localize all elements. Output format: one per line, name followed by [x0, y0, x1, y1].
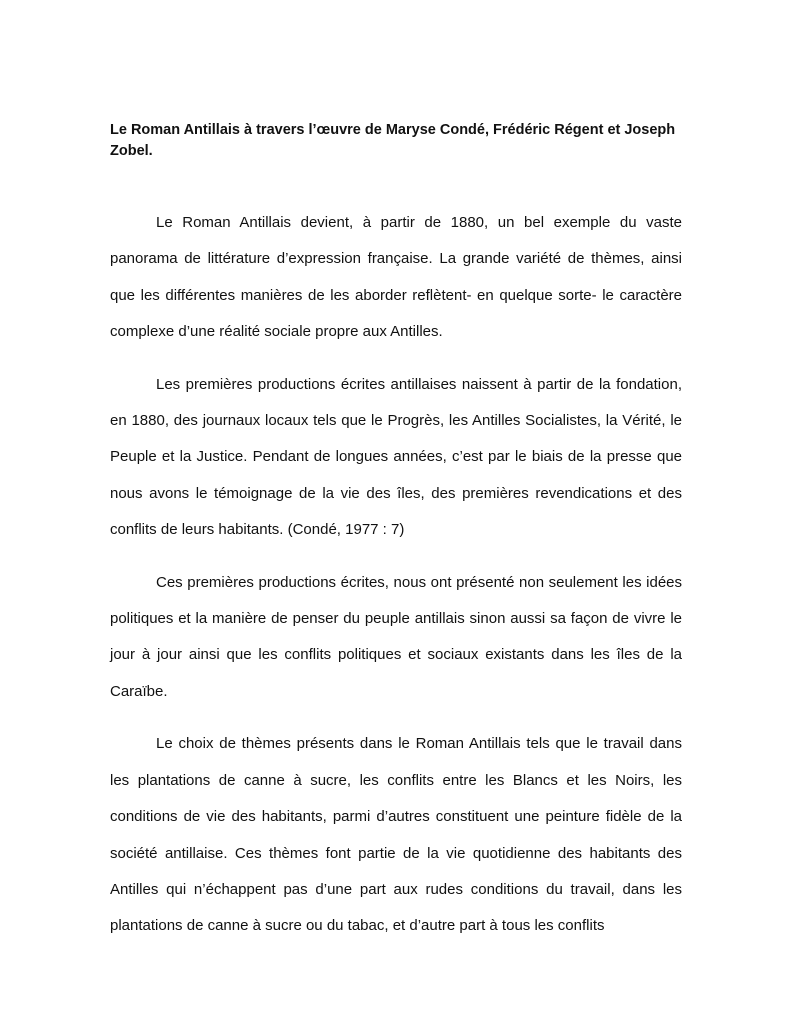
paragraph-4: Le choix de thèmes présents dans le Roman Antillais tels que le travail dans les plantations de canne à sucre, les conflits entre les Blancs et les Noirs, les conditions de vie des habitants, parmi d’autres constituent une peinture fidèle de la société antillaise. Ces thèmes font partie de la vie quotidienne des habitants des Antilles qui n’échappent pas d’une part aux rudes conditions du travail, dans les plantations de canne à sucre ou du tabac, et d’autre part à tous les conflits: [110, 735, 682, 935]
document-title: Le Roman Antillais à travers l’œuvre de Maryse Condé, Frédéric Régent et Joseph Zobel.: [110, 122, 676, 159]
document-body: [110, 205, 682, 961]
paragraph-2: Les premières productions écrites antillaises naissent à partir de la fondation, en 1880, des journaux locaux tels que le Progrès, les Antilles Socialistes, la Vérité, le Peuple et la Justice. Pendant de longues années, c’est par le biais de la presse que nous avons le témoignage de la vie des îles, des premières revendications et des conflits de leurs habitants. (Condé, 1977 : 7): [110, 375, 682, 539]
paragraph-3: Ces premières productions écrites, nous ont présenté non seulement les idées politiques et la manière de penser du peuple antillais sinon aussi sa façon de vivre le jour à jour ainsi que les conflits politiques et sociaux existants dans les îles de la Caraïbe.: [110, 573, 682, 700]
paragraph-1: Le Roman Antillais devient, à partir de 1880, un bel exemple du vaste panorama de littérature d’expression française. La grande variété de thèmes, ainsi que les différentes manières de les aborder reflètent- en quelque sorte- le caractère complexe d’une réalité sociale propre aux Antilles.: [110, 214, 682, 341]
